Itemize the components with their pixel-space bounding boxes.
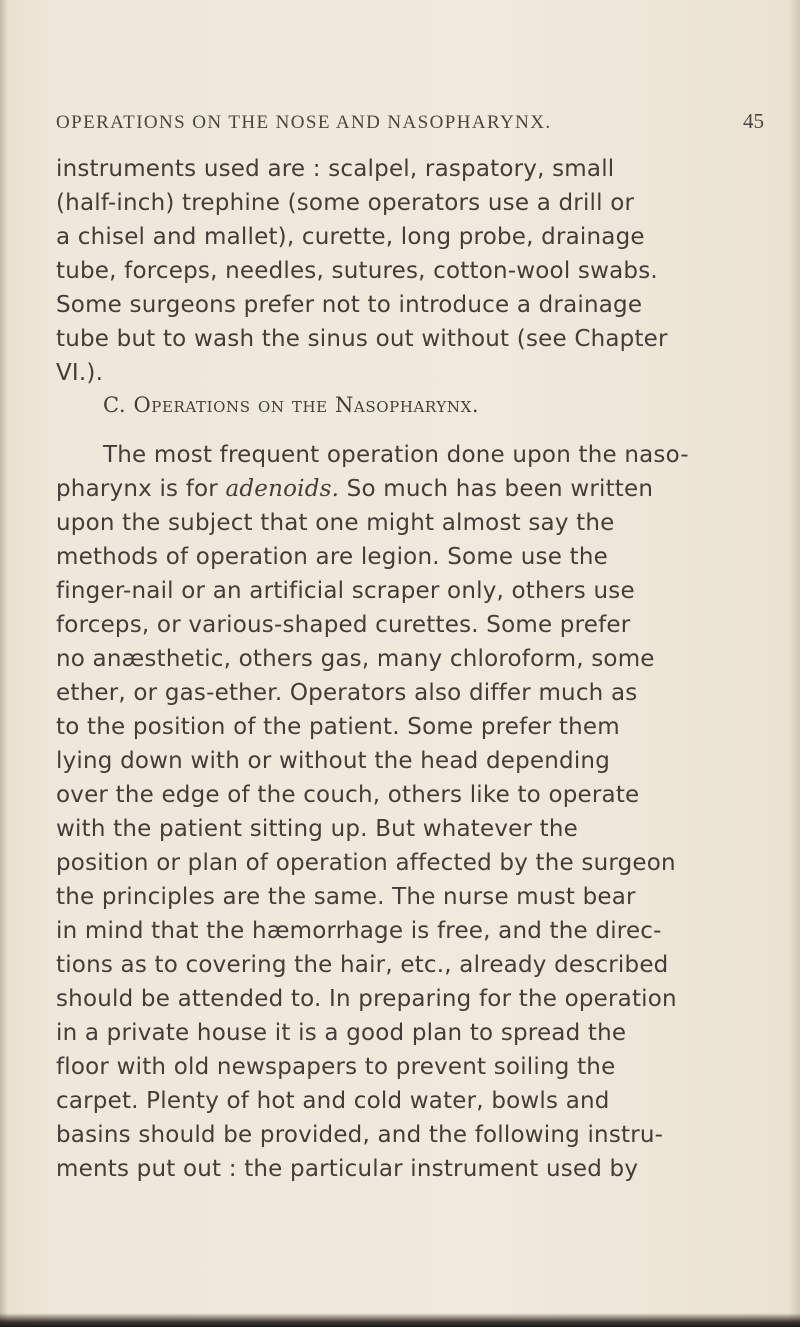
page-gutter-shadow: [0, 0, 8, 1327]
text-line: Some surgeons prefer not to introduce a drainage: [56, 292, 643, 318]
text-line: basins should be provided, and the following instru-: [56, 1122, 664, 1148]
page-bottom-edge: [0, 1313, 800, 1327]
text-line: to the position of the patient. Some prefer them: [56, 714, 620, 740]
italic-term: adenoids.: [225, 476, 340, 502]
text-line: should be attended to. In preparing for the operation: [56, 986, 677, 1012]
text-line: ments put out : the particular instrument used by: [56, 1156, 639, 1182]
text-line-with-italic: [56, 476, 746, 502]
text-line: The most frequent operation done upon the naso-: [103, 442, 689, 468]
text-line: in a private house it is a good plan to spread the: [56, 1020, 627, 1046]
text-line: over the edge of the couch, others like to operate: [56, 782, 640, 808]
text-line: tube but to wash the sinus out without (see Chapter: [56, 326, 668, 352]
text-line: tions as to covering the hair, etc., already described: [56, 952, 669, 978]
running-head: [0, 109, 800, 140]
text-line: position or plan of operation affected by the surgeon: [56, 850, 676, 876]
text-line: the principles are the same. The nurse must bear: [56, 884, 636, 910]
text-line: floor with old newspapers to prevent soiling the: [56, 1054, 616, 1080]
text-line: lying down with or without the head depending: [56, 748, 611, 774]
section-heading: C. Operations on the Nasopharynx.: [103, 393, 480, 417]
text-line: (half-inch) trephine (some operators use a drill or: [56, 190, 635, 216]
text-line: no anæsthetic, others gas, many chloroform, some: [56, 646, 655, 672]
text-line: tube, forceps, needles, sutures, cotton-wool swabs.: [56, 258, 658, 284]
text-line: finger-nail or an artificial scraper only, others use: [56, 578, 635, 604]
text-line: instruments used are : scalpel, raspatory, small: [56, 156, 615, 182]
text-line: with the patient sitting up. But whatever the: [56, 816, 579, 842]
running-head-title: OPERATIONS ON THE NOSE AND NASOPHARYNX.: [56, 112, 552, 133]
text-line: forceps, or various-shaped curettes. Some prefer: [56, 612, 631, 638]
text-segment: pharynx is for: [56, 476, 226, 502]
text-line: methods of operation are legion. Some use the: [56, 544, 608, 570]
text-line: upon the subject that one might almost say the: [56, 510, 615, 536]
text-segment: So much has been written: [339, 476, 654, 502]
text-line: ether, or gas-ether. Operators also differ much as: [56, 680, 638, 706]
text-line: VI.).: [56, 360, 104, 386]
text-line: carpet. Plenty of hot and cold water, bowls and: [56, 1088, 610, 1114]
text-line: in mind that the hæmorrhage is free, and the direc-: [56, 918, 662, 944]
text-line: a chisel and mallet), curette, long probe, drainage: [56, 224, 645, 250]
page-number: 45: [743, 109, 764, 133]
page-edge: [788, 0, 800, 1327]
